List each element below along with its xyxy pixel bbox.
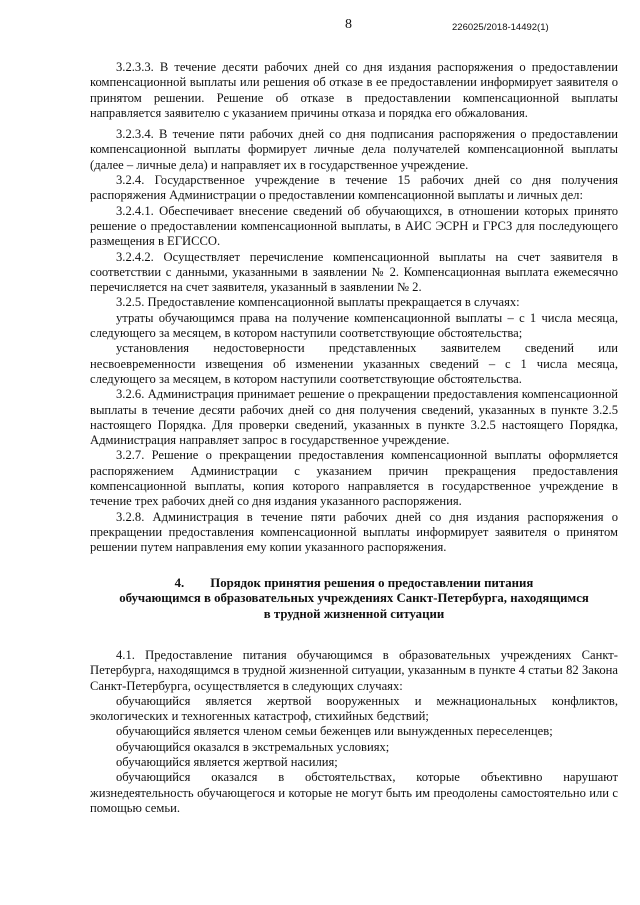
paragraph-3-2-4-1: 3.2.4.1. Обеспечивает внесение сведений об обучающихся, в отношении которых принято решение о предоставлении компенсационной выплаты, в АИС ЭСРН и ГРСЗ для последующего размещения в ЕГИССО. [90, 203, 618, 249]
paragraph-3-2-5-item-2: установления недостоверности представленных заявителем сведений или несвоевременности извещения об изменении указанных сведений – с 1 числа месяца, следующего за месяцем, в котором наступили соответствующие обстоятельства. [90, 341, 618, 386]
paragraph-3-2-6: 3.2.6. Администрация принимает решение о прекращении предоставления компенсационной выплаты в течение десяти рабочих дней со дня получения сведений, указанных в пункте 3.2.5 настоящего Порядка. Для проверки сведений, указанных в пункте 3.2.5 настоящего Порядка, Администрация направляет запрос в государственное учреждение. [90, 387, 618, 448]
section-4-title-line-2: обучающимся в образовательных учреждениях Санкт-Петербурга, находящимся [119, 591, 589, 605]
section-4-title-line-1 [90, 576, 618, 592]
paragraph-3-2-4: 3.2.4. Государственное учреждение в течение 15 рабочих дней со дня получения распоряжения Администрации о предоставлении компенсационной выплаты и личных дел: [90, 173, 618, 203]
document-body [90, 60, 618, 816]
paragraph-3-2-5: 3.2.5. Предоставление компенсационной выплаты прекращается в случаях: [116, 295, 520, 310]
paragraph-3-2-3-3: 3.2.3.3. В течение десяти рабочих дней со дня издания распоряжения о предоставлении компенсационной выплаты или решения об отказе в ее предоставлении информирует заявителя о принятом решении. Решение об отказе в предоставлении компенсационной выплаты направляется заявителю с указанием причины отказа и порядка его обжалования. [90, 60, 618, 120]
section-4-heading [90, 576, 618, 623]
paragraph-3-2-4-2: 3.2.4.2. Осуществляет перечисление компенсационной выплаты на счет заявителя в соответствии с данными, указанными в заявлении № 2. Компенсационная выплата ежемесячно перечисляется на счет заявителя, указанный в заявлении № 2. [90, 249, 618, 295]
paragraph-3-2-7: 3.2.7. Решение о прекращении предоставления компенсационной выплаты оформляется распоряжением Администрации с указанием причин прекращения предоставления компенсационной выплаты, копия которого направляется в государственное учреждение в течение трех рабочих дней со дня издания указанного распоряжения. [90, 448, 618, 509]
paragraph-4-1-item-1: обучающийся является жертвой вооруженных и межнациональных конфликтов, экологических и техногенных катастроф, стихийных бедствий; [90, 693, 618, 724]
section-4-number: 4. [174, 575, 185, 590]
paragraph-4-1-item-4: обучающийся является жертвой насилия; [116, 755, 338, 770]
paragraph-4-1-item-3: обучающийся оказался в экстремальных условиях; [116, 739, 390, 754]
section-4-title-text: Порядок принятия решения о предоставлении питания [210, 575, 534, 590]
page-number: 8 [345, 17, 352, 32]
paragraph-4-1-item-5: обучающийся оказался в обстоятельствах, которые объективно нарушают жизнедеятельность обучающегося и которые не могут быть им преодолены самостоятельно или с помощью семьи. [90, 770, 618, 815]
paragraph-4-1: 4.1. Предоставление питания обучающимся в образовательных учреждениях Санкт-Петербурга, находящимся в трудной жизненной ситуации, указанным в пункте 4 статьи 82 Закона Санкт-Петербурга, осуществляется в следующих случаях: [90, 648, 618, 693]
paragraph-4-1-item-2: обучающийся является членом семьи беженцев или вынужденных переселенцев; [116, 724, 553, 739]
paragraph-3-2-8: 3.2.8. Администрация в течение пяти рабочих дней со дня издания распоряжения о прекращении предоставления компенсационной выплаты информирует заявителя о принятом решении путем направления ему копии указанного распоряжения. [90, 509, 618, 555]
paragraph-3-2-5-item-1: утраты обучающимся права на получение компенсационной выплаты – с 1 числа месяца, следующего за месяцем, в котором наступили соответствующие обстоятельства; [90, 310, 618, 341]
section-4-title-line-3: в трудной жизненной ситуации [263, 606, 445, 621]
document-id: 226025/2018-14492(1) [452, 22, 549, 33]
paragraph-3-2-3-4: 3.2.3.4. В течение пяти рабочих дней со дня подписания распоряжения о предоставлении компенсационной выплаты формирует личные дела получателей компенсационной выплаты (далее – личные дела) и направляет их в государственное учреждение. [90, 127, 618, 172]
